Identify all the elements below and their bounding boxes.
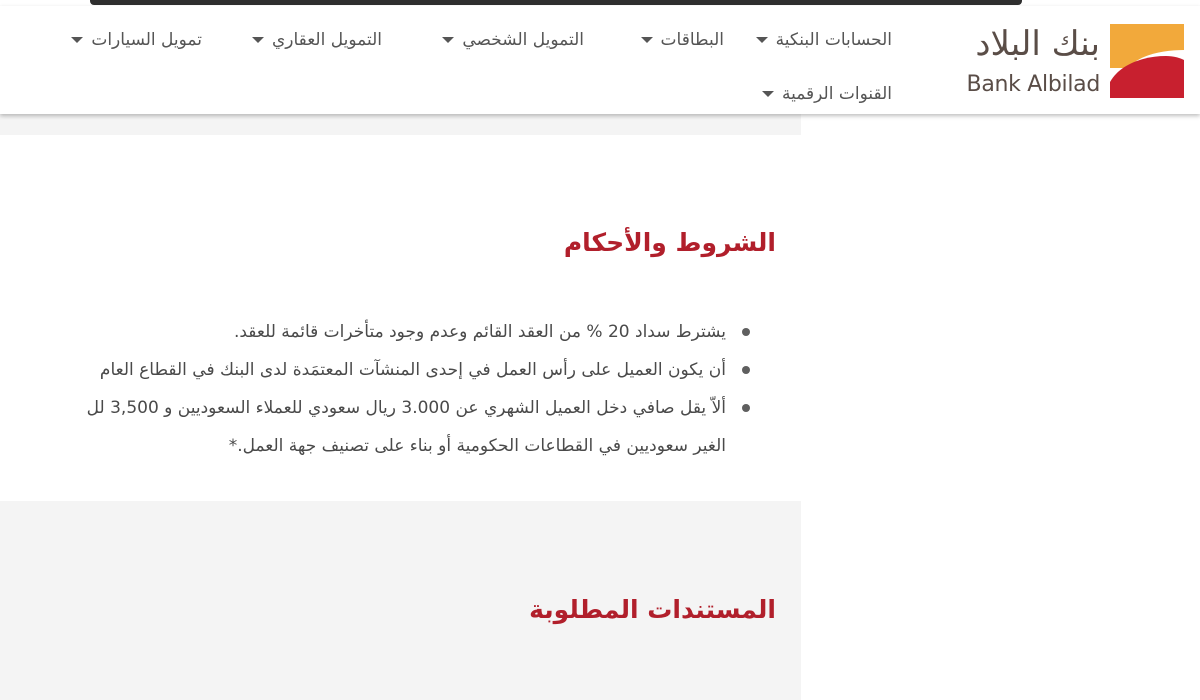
site-header — [0, 6, 1200, 114]
chevron-down-icon — [252, 37, 264, 43]
bank-logo[interactable] — [952, 24, 1184, 100]
list-item — [0, 313, 752, 351]
chevron-down-icon — [641, 37, 653, 43]
nav-item-digital-channels[interactable] — [762, 84, 892, 104]
logo-latin-text: Bank Albilad — [966, 72, 1100, 97]
bullet-icon — [742, 404, 750, 412]
nav-item-car-finance[interactable] — [71, 30, 202, 50]
terms-list — [0, 313, 752, 465]
top-dark-bar — [90, 0, 1022, 5]
term-text: يشترط سداد 20 % من العقد القائم وعدم وجود متأخرات قائمة للعقد. — [233, 322, 726, 342]
nav-item-label: الحسابات البنكية — [775, 30, 892, 50]
terms-title: الشروط والأحكام — [563, 228, 776, 257]
list-item — [0, 389, 752, 465]
nav-item-cards[interactable] — [641, 30, 724, 50]
nav-item-label: التمويل العقاري — [271, 30, 382, 50]
nav-item-personal-finance[interactable] — [442, 30, 584, 50]
term-text-continuation: الغير سعوديين في القطاعات الحكومية أو بناء على تصنيف جهة العمل.* — [228, 436, 726, 456]
logo-arabic-text: بنك البلاد — [975, 24, 1100, 64]
chevron-down-icon — [71, 37, 83, 43]
nav-item-label: القنوات الرقمية — [781, 84, 892, 104]
bullet-icon — [742, 328, 750, 336]
nav-item-bank-accounts[interactable] — [756, 30, 892, 50]
term-text: أن يكون العميل على رأس العمل في إحدى المنشآت المعتمَدة لدى البنك في القطاع العام — [99, 360, 726, 380]
chevron-down-icon — [756, 37, 768, 43]
chevron-down-icon — [442, 37, 454, 43]
nav-item-label: البطاقات — [660, 30, 724, 50]
list-item — [0, 351, 752, 389]
term-text: ألاّ يقل صافي دخل العميل الشهري عن 3.000 ريال سعودي للعملاء السعوديين و 3,500 لل — [86, 398, 726, 418]
nav-item-label: التمويل الشخصي — [462, 30, 584, 50]
bullet-icon — [742, 366, 750, 374]
documents-title: المستندات المطلوبة — [529, 595, 776, 624]
nav-item-label: تمويل السيارات — [91, 30, 202, 50]
nav-item-real-estate-finance[interactable] — [252, 30, 382, 50]
section-divider-band — [0, 114, 801, 135]
bank-logo-mark-icon — [1110, 24, 1184, 98]
chevron-down-icon — [762, 91, 774, 97]
